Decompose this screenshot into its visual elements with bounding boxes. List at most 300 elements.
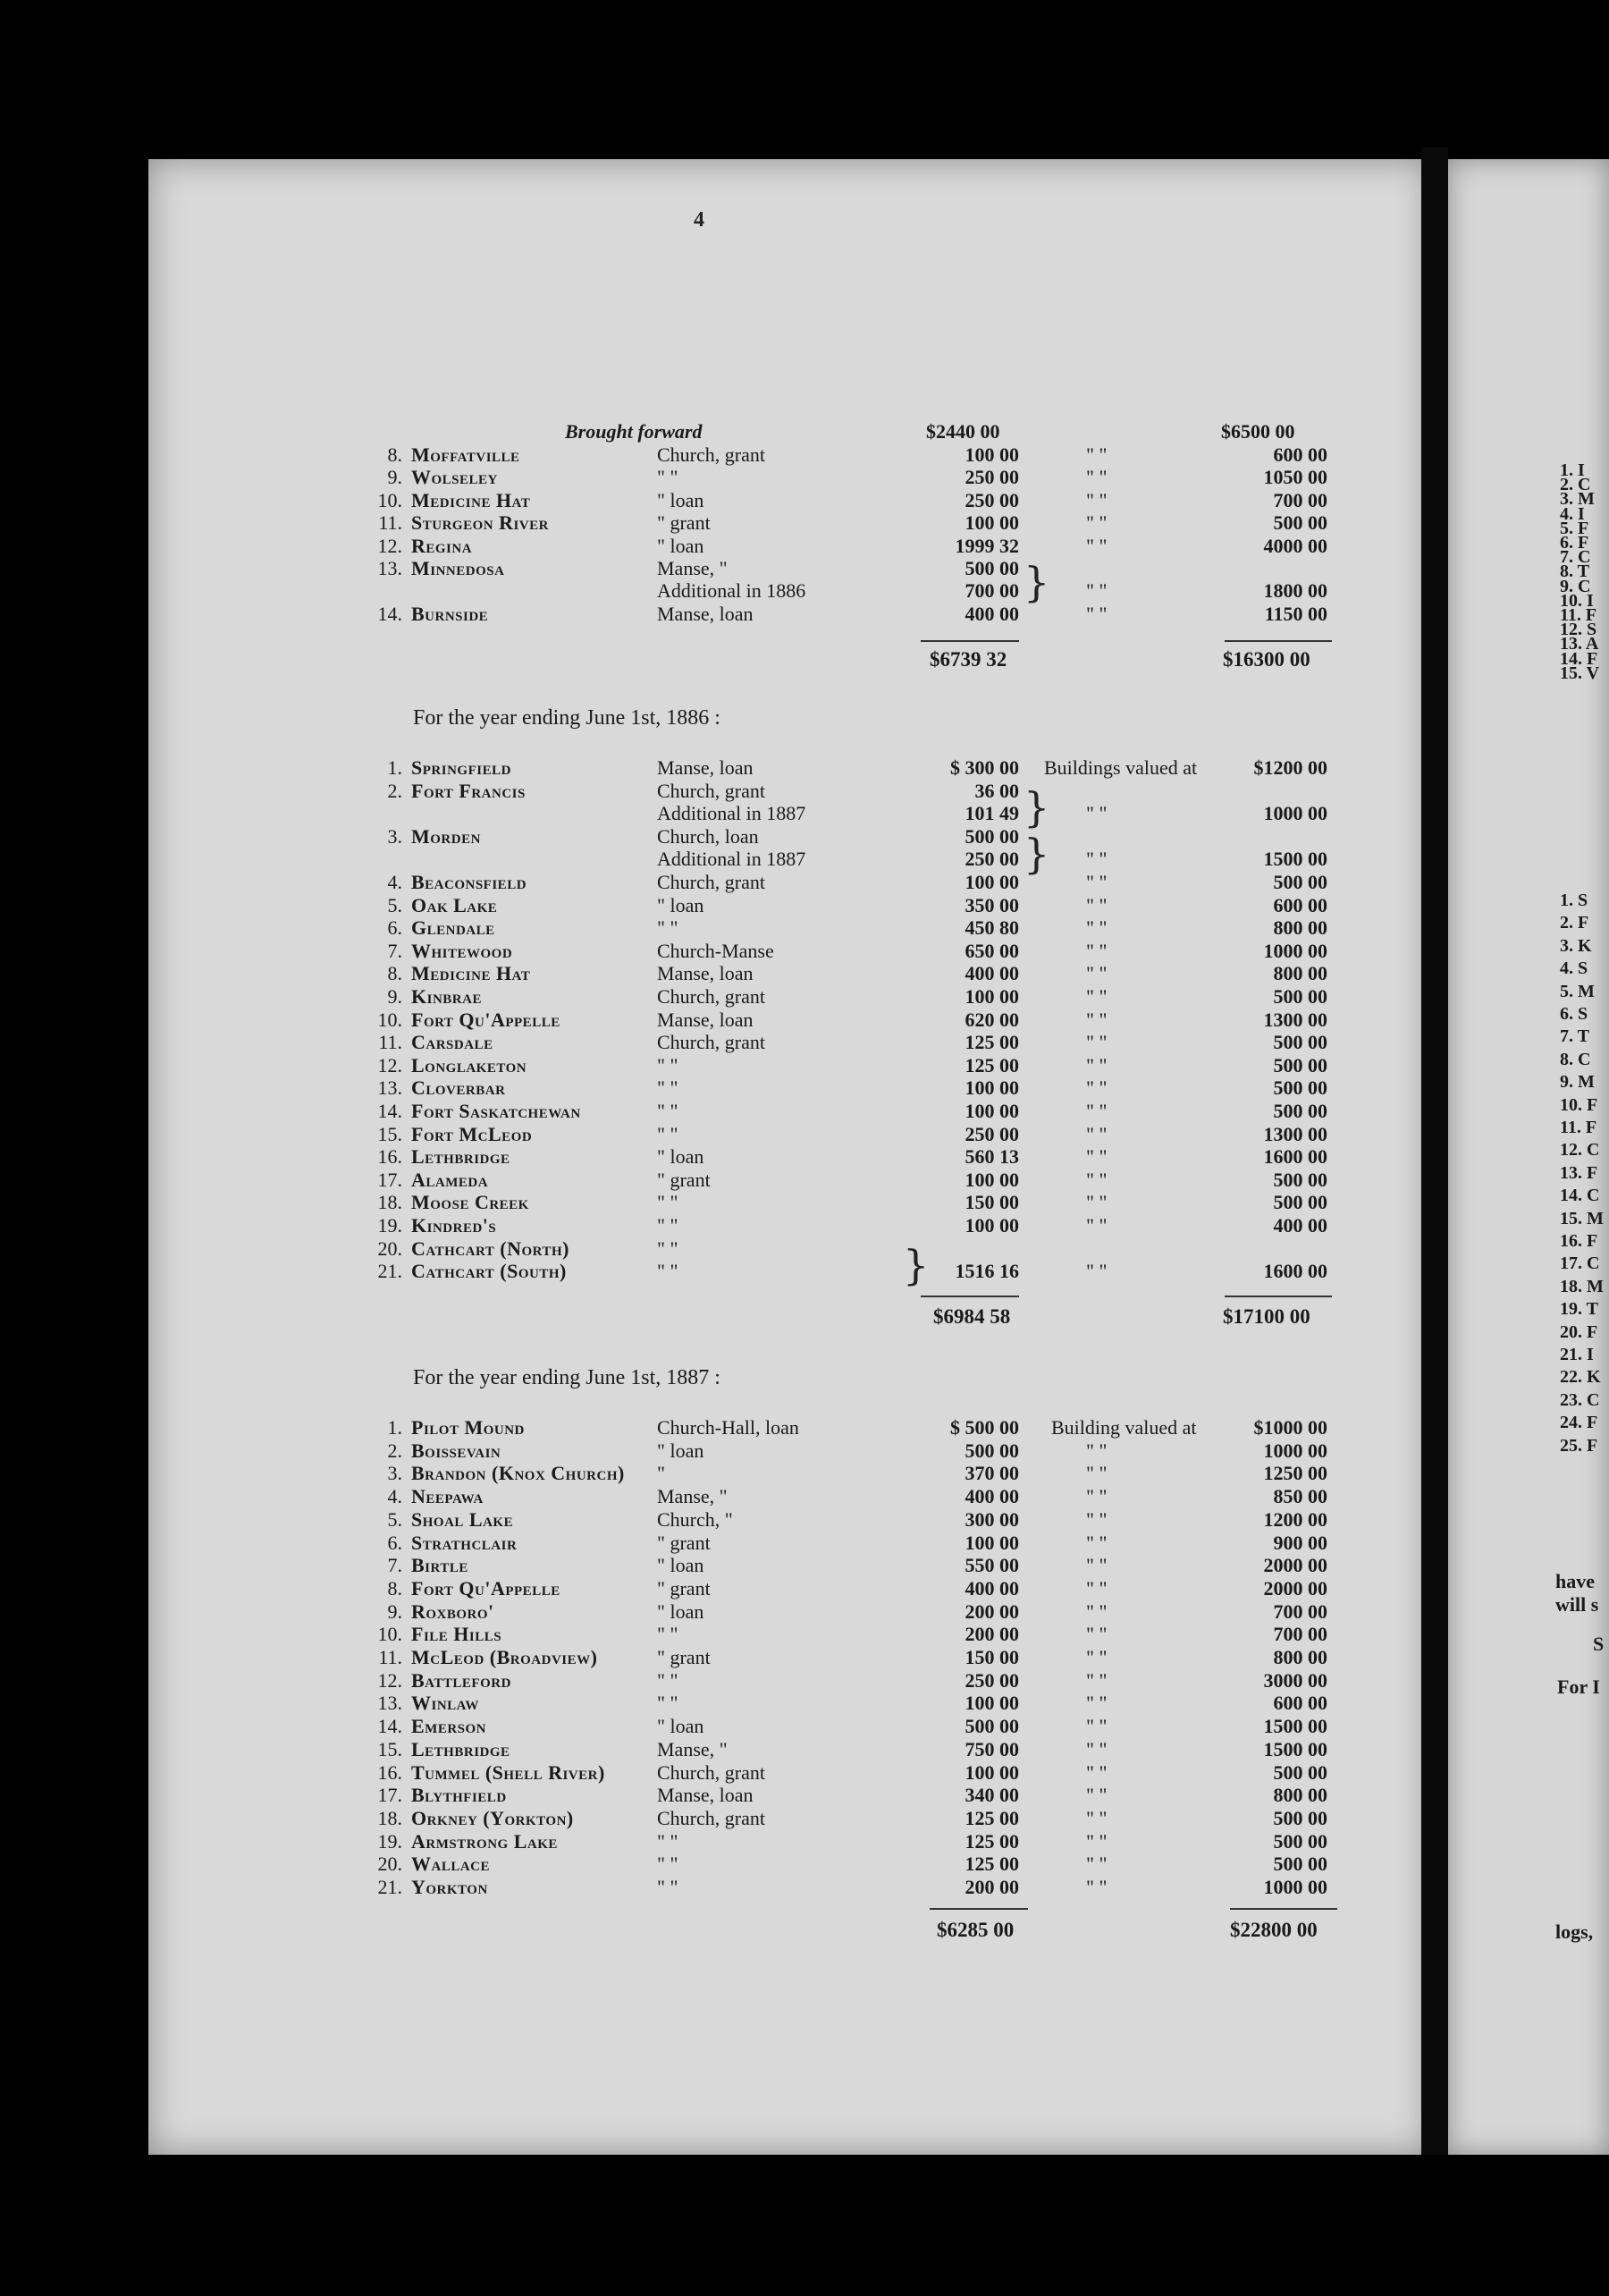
ledger-row — [0, 1577, 1430, 1600]
row-number: 10. — [377, 1008, 402, 1031]
row-number: 12. — [377, 1053, 402, 1076]
row-place-name: Fort Francis — [411, 779, 526, 802]
row-ditto: " " — [1086, 534, 1108, 557]
row-value: 1300 00 — [1263, 1122, 1327, 1145]
row-number: 18. — [377, 1191, 402, 1214]
row-value: 700 00 — [1273, 1623, 1327, 1646]
ledger-row — [0, 1853, 1430, 1876]
ledger-row — [0, 1508, 1430, 1532]
ledger-row — [0, 489, 1430, 512]
section-heading: For the year ending June 1st, 1887 : — [413, 1366, 720, 1389]
row-ditto: " " — [1086, 488, 1108, 511]
ledger-row — [0, 1646, 1430, 1669]
row-ditto: " " — [1086, 1168, 1108, 1191]
row-description: Church, grant — [657, 1806, 765, 1829]
row-value: 600 00 — [1273, 1692, 1327, 1715]
facing-list-item: 13. A — [1560, 634, 1599, 654]
row-description: " loan — [657, 1554, 704, 1577]
row-number: 19. — [377, 1214, 402, 1237]
row-ditto: " " — [1086, 1829, 1108, 1853]
row-description: " loan — [657, 1145, 704, 1169]
row-place-name: Lethbridge — [411, 1737, 510, 1760]
row-number: 15. — [377, 1122, 402, 1145]
row-amount: 250 00 — [965, 1122, 1019, 1145]
row-amount: 250 00 — [965, 466, 1019, 489]
facing-list-item: 3. K — [1560, 935, 1592, 956]
row-number: 4. — [387, 1485, 402, 1508]
row-value: 500 00 — [1273, 1760, 1327, 1784]
row-place-name: Brandon (Knox Church) — [411, 1462, 625, 1485]
row-value: 4000 00 — [1263, 534, 1327, 557]
row-ditto: " " — [1086, 579, 1108, 603]
row-number: 12. — [377, 1668, 402, 1692]
ledger-row — [0, 1260, 1430, 1283]
row-description: Additional in 1887 — [657, 802, 806, 825]
ledger-row — [0, 1761, 1430, 1785]
row-description: " grant — [657, 1531, 711, 1554]
facing-list-item: 2. C — [1560, 475, 1591, 495]
row-place-name: Fort McLeod — [411, 1122, 533, 1145]
row-number: 3. — [387, 824, 402, 848]
ledger-row — [0, 1214, 1430, 1237]
ledger-row — [0, 1807, 1430, 1830]
row-number: 6. — [387, 916, 402, 940]
row-ditto: " " — [1086, 602, 1108, 625]
row-number: 7. — [387, 939, 402, 962]
row-place-name: Burnside — [411, 602, 489, 625]
row-value: 1000 00 — [1263, 1876, 1327, 1898]
facing-list-item: 12. C — [1560, 1140, 1600, 1161]
ledger-row — [0, 916, 1430, 940]
ledger-row — [0, 557, 1430, 580]
row-place-name: Whitewood — [411, 939, 513, 962]
row-number: 1. — [387, 1416, 402, 1439]
row-place-name: Wallace — [411, 1853, 491, 1876]
ledger-row — [0, 756, 1430, 780]
row-place-name: Shoal Lake — [411, 1507, 514, 1531]
ledger-row — [0, 443, 1430, 467]
facing-list-item: 9. M — [1560, 1072, 1595, 1093]
row-description: " " — [657, 916, 678, 940]
row-value: 3000 00 — [1263, 1668, 1327, 1692]
row-amount: 500 00 — [965, 1715, 1019, 1738]
facing-list-item: 15. V — [1560, 663, 1600, 683]
row-value: $1200 00 — [1253, 756, 1327, 779]
row-description: " loan — [657, 1600, 704, 1623]
column-header: Buildings valued at — [1044, 756, 1198, 779]
row-ditto: " " — [1086, 1692, 1108, 1715]
ledger-row — [0, 871, 1430, 894]
row-amount: 150 00 — [965, 1646, 1019, 1668]
row-value: 1500 00 — [1263, 1715, 1327, 1738]
facing-list-item: 1. S — [1560, 891, 1588, 910]
row-number: 8. — [387, 962, 402, 985]
row-value: 400 00 — [1273, 1214, 1327, 1237]
row-ditto: " " — [1086, 1760, 1108, 1784]
facing-list-item: 7. C — [1560, 547, 1591, 568]
facing-list-item: 20. F — [1560, 1321, 1598, 1342]
row-number: 7. — [387, 1554, 402, 1577]
row-amount: 100 00 — [965, 443, 1019, 466]
row-place-name: Winlaw — [411, 1692, 479, 1715]
ledger-row — [0, 1191, 1430, 1214]
row-value: 500 00 — [1273, 1053, 1327, 1076]
ledger-row — [0, 1031, 1430, 1054]
row-place-name: Pilot Mound — [411, 1416, 525, 1439]
row-value: 800 00 — [1273, 1784, 1327, 1807]
ledger-row — [0, 1485, 1430, 1508]
row-description: " — [657, 1462, 665, 1485]
row-description: Manse, " — [657, 1737, 728, 1760]
row-value: 700 00 — [1273, 1600, 1327, 1623]
facing-list-item: 25. F — [1560, 1435, 1598, 1456]
ledger-row — [0, 825, 1430, 848]
row-amount: 125 00 — [965, 1806, 1019, 1829]
row-ditto: " " — [1086, 985, 1108, 1008]
row-value: 1600 00 — [1263, 1145, 1327, 1169]
row-amount: $ 500 00 — [950, 1416, 1019, 1439]
facing-list-item: 10. F — [1560, 1094, 1598, 1115]
row-number: 3. — [387, 1462, 402, 1485]
row-place-name: McLeod (Broadview) — [411, 1646, 598, 1668]
row-value: 500 00 — [1273, 511, 1327, 535]
facing-list-item: 8. C — [1560, 1049, 1591, 1069]
ledger-row — [0, 802, 1430, 825]
row-place-name: Regina — [411, 534, 473, 557]
row-description: Church, loan — [657, 824, 759, 848]
row-amount: 250 00 — [965, 1668, 1019, 1692]
section-heading: For the year ending June 1st, 1886 : — [413, 706, 720, 730]
ledger-row — [0, 1784, 1430, 1807]
row-number: 20. — [377, 1853, 402, 1876]
facing-text: S — [1593, 1633, 1605, 1655]
row-amount: 550 00 — [965, 1554, 1019, 1577]
ledger-row — [0, 894, 1430, 917]
row-ditto: " " — [1086, 1076, 1108, 1100]
row-number: 14. — [377, 1715, 402, 1738]
total-rule — [1225, 640, 1332, 642]
row-number: 15. — [377, 1737, 402, 1760]
row-amount: $ 300 00 — [950, 756, 1019, 779]
row-place-name: Battleford — [411, 1668, 511, 1692]
row-amount: 125 00 — [965, 1031, 1019, 1054]
row-value: 850 00 — [1273, 1485, 1327, 1508]
row-place-name: Morden — [411, 824, 481, 848]
facing-list-item: 5. F — [1560, 518, 1589, 538]
row-amount: 500 00 — [965, 1439, 1019, 1462]
row-description: " loan — [657, 1715, 704, 1738]
row-value: 700 00 — [1273, 488, 1327, 511]
total-rule — [930, 1908, 1028, 1910]
row-value: 2000 00 — [1263, 1554, 1327, 1577]
row-ditto: " " — [1086, 1853, 1108, 1876]
row-ditto: " " — [1086, 1576, 1108, 1600]
row-value: 2000 00 — [1263, 1576, 1327, 1600]
row-value: 600 00 — [1273, 443, 1327, 466]
row-amount: 100 00 — [965, 1692, 1019, 1715]
row-description: " " — [657, 1214, 678, 1237]
row-number: 5. — [387, 1507, 402, 1531]
row-place-name: Armstrong Lake — [411, 1829, 558, 1853]
row-amount: 400 00 — [965, 962, 1019, 985]
row-ditto: " " — [1086, 511, 1108, 535]
row-ditto: " " — [1086, 1668, 1108, 1692]
facing-list-item: 23. C — [1560, 1389, 1600, 1410]
row-description: " " — [657, 1829, 678, 1853]
row-value: 600 00 — [1273, 893, 1327, 916]
facing-list-item: 9. C — [1560, 576, 1591, 596]
row-description: " grant — [657, 1168, 711, 1191]
row-place-name: Cathcart (South) — [411, 1260, 567, 1283]
ledger-row — [0, 1100, 1430, 1123]
row-place-name: Sturgeon River — [411, 511, 549, 535]
row-amount: 100 00 — [965, 511, 1019, 535]
row-place-name: Birtle — [411, 1554, 468, 1577]
row-value: 1800 00 — [1263, 579, 1327, 603]
row-number: 4. — [387, 871, 402, 893]
facing-list-item: 7. T — [1560, 1026, 1589, 1047]
row-description: Church-Hall, loan — [657, 1416, 799, 1439]
row-amount: 100 00 — [965, 1760, 1019, 1784]
row-number: 20. — [377, 1237, 402, 1260]
row-description: Additional in 1886 — [657, 579, 806, 603]
total-rule — [1225, 1296, 1332, 1297]
row-value: 1250 00 — [1263, 1462, 1327, 1485]
row-value: 1000 00 — [1263, 939, 1327, 962]
row-amount: 500 00 — [965, 824, 1019, 848]
row-place-name: Fort Qu'Appelle — [411, 1008, 560, 1031]
row-description: Church, " — [657, 1507, 733, 1531]
facing-list-item: 4. I — [1560, 503, 1585, 524]
facing-list-item: 10. I — [1560, 590, 1594, 611]
ledger-row — [0, 1623, 1430, 1646]
row-description: " loan — [657, 488, 704, 511]
row-description: Manse, loan — [657, 962, 754, 985]
row-value: 500 00 — [1273, 1031, 1327, 1054]
row-place-name: Glendale — [411, 916, 495, 940]
ledger-row — [0, 1830, 1430, 1853]
row-amount: 340 00 — [965, 1784, 1019, 1807]
facing-list-item: 13. F — [1560, 1162, 1598, 1183]
facing-list-item: 5. M — [1560, 981, 1595, 1001]
row-amount: 1999 32 — [955, 534, 1019, 557]
row-amount: 350 00 — [965, 893, 1019, 916]
row-value: 500 00 — [1273, 985, 1327, 1008]
row-ditto: " " — [1086, 871, 1108, 893]
row-place-name: Moffatville — [411, 443, 520, 466]
row-number: 11. — [378, 1031, 402, 1054]
row-amount: 400 00 — [965, 602, 1019, 625]
ledger-row — [0, 1416, 1430, 1439]
row-amount: 400 00 — [965, 1576, 1019, 1600]
row-amount: 450 80 — [965, 916, 1019, 940]
facing-list-item: 3. M — [1560, 489, 1595, 510]
row-amount: 100 00 — [965, 985, 1019, 1008]
row-value: 500 00 — [1273, 1168, 1327, 1191]
row-ditto: " " — [1086, 1876, 1108, 1898]
facing-list-item: 8. T — [1560, 561, 1589, 582]
row-description: " " — [657, 1076, 678, 1100]
row-number: 16. — [377, 1760, 402, 1784]
row-place-name: Longlaketon — [411, 1053, 527, 1076]
row-ditto: " " — [1086, 939, 1108, 962]
total-rule — [1230, 1908, 1337, 1910]
row-ditto: " " — [1086, 1507, 1108, 1531]
row-description: Manse, " — [657, 557, 728, 579]
row-description: Additional in 1887 — [657, 848, 806, 871]
row-amount: 100 00 — [965, 871, 1019, 893]
row-number: 9. — [387, 985, 402, 1008]
row-place-name: Fort Qu'Appelle — [411, 1576, 560, 1600]
row-description: " " — [657, 1692, 678, 1715]
row-value: 1500 00 — [1263, 1737, 1327, 1760]
facing-list-item: 15. M — [1560, 1208, 1604, 1228]
row-ditto: " " — [1086, 1122, 1108, 1145]
row-ditto: " " — [1086, 1191, 1108, 1214]
row-amount: 100 00 — [965, 1531, 1019, 1554]
row-ditto: " " — [1086, 802, 1108, 825]
row-place-name: Kinbrae — [411, 985, 482, 1008]
row-description: Manse, loan — [657, 602, 754, 625]
ledger-row — [0, 1600, 1430, 1624]
row-number: 9. — [387, 1600, 402, 1623]
row-number: 19. — [377, 1829, 402, 1853]
row-number: 2. — [387, 1439, 402, 1462]
row-amount: 650 00 — [965, 939, 1019, 962]
row-number: 13. — [377, 557, 402, 579]
row-number: 14. — [377, 602, 402, 625]
row-place-name: Alameda — [411, 1168, 489, 1191]
ledger-row — [0, 1076, 1430, 1100]
row-description: " loan — [657, 534, 704, 557]
row-description: " " — [657, 1122, 678, 1145]
ledger-row — [0, 1692, 1430, 1715]
facing-list-item: 4. S — [1560, 958, 1588, 979]
row-amount: 100 00 — [965, 1076, 1019, 1100]
row-amount: 125 00 — [965, 1829, 1019, 1853]
section1-total-amount: $6739 32 — [930, 648, 1007, 671]
row-description: " " — [657, 1100, 678, 1122]
row-amount: 125 00 — [965, 1053, 1019, 1076]
row-amount: 200 00 — [965, 1623, 1019, 1646]
brought-forward-value: $6500 00 — [1221, 420, 1295, 443]
row-number: 17. — [377, 1784, 402, 1807]
row-place-name: Tummel (Shell River) — [411, 1760, 605, 1784]
row-place-name: Beaconsfield — [411, 871, 527, 893]
row-number: 21. — [377, 1260, 402, 1283]
column-header: Building valued at — [1051, 1416, 1197, 1439]
row-amount: 36 00 — [974, 779, 1019, 802]
row-number: 8. — [387, 443, 402, 466]
facing-list-item: 18. M — [1560, 1276, 1604, 1296]
total-rule — [921, 640, 1019, 642]
row-description: " " — [657, 1623, 678, 1646]
row-number: 6. — [387, 1531, 402, 1554]
row-ditto: " " — [1086, 1031, 1108, 1054]
row-number: 5. — [387, 893, 402, 916]
ledger-row — [0, 579, 1430, 603]
facing-text: logs, — [1555, 1920, 1594, 1943]
row-description: Church, grant — [657, 871, 765, 893]
row-place-name: Neepawa — [411, 1485, 484, 1508]
page-number: 4 — [694, 208, 704, 232]
ledger-row — [0, 1532, 1430, 1555]
row-place-name: Yorkton — [411, 1876, 488, 1898]
facing-list-item: 11. F — [1560, 1118, 1597, 1137]
row-place-name: Orkney (Yorkton) — [411, 1806, 574, 1829]
row-ditto: " " — [1086, 1623, 1108, 1646]
row-value: 800 00 — [1273, 916, 1327, 940]
row-description: " " — [657, 1876, 678, 1898]
section2-total-value: $17100 00 — [1223, 1305, 1310, 1328]
row-number: 9. — [387, 466, 402, 489]
row-place-name: Carsdale — [411, 1031, 493, 1054]
row-description: " " — [657, 466, 678, 489]
facing-text: For I — [1557, 1676, 1600, 1698]
row-place-name: Emerson — [411, 1715, 487, 1738]
row-number: 12. — [377, 534, 402, 557]
ledger-row — [0, 1876, 1430, 1899]
row-ditto: " " — [1086, 1053, 1108, 1076]
ledger-row — [0, 466, 1430, 489]
section2-total-amount: $6984 58 — [933, 1305, 1011, 1328]
row-value: 500 00 — [1273, 871, 1327, 893]
row-amount: 101 49 — [965, 802, 1019, 825]
row-description: Church-Manse — [657, 939, 774, 962]
facing-list-item: 1. I — [1560, 460, 1585, 480]
row-value: 800 00 — [1273, 962, 1327, 985]
row-description: " grant — [657, 1576, 711, 1600]
facing-list-item: 22. K — [1560, 1367, 1601, 1388]
section3-total-value: $22800 00 — [1230, 1919, 1318, 1941]
brace: } — [903, 1241, 930, 1289]
brought-forward-amount: $2440 00 — [926, 420, 1000, 443]
row-description: " grant — [657, 511, 711, 535]
facing-list-item: 19. T — [1560, 1299, 1598, 1320]
row-description: " " — [657, 1668, 678, 1692]
row-description: " " — [657, 1260, 678, 1283]
row-amount: 300 00 — [965, 1507, 1019, 1531]
facing-text: have — [1555, 1570, 1595, 1592]
row-value: 800 00 — [1273, 1646, 1327, 1668]
section3-total-amount: $6285 00 — [937, 1919, 1015, 1941]
row-ditto: " " — [1086, 1260, 1108, 1283]
ledger-row — [0, 848, 1430, 871]
row-place-name: Cathcart (North) — [411, 1237, 569, 1260]
row-place-name: Lethbridge — [411, 1145, 510, 1169]
row-place-name: Boissevain — [411, 1439, 501, 1462]
row-number: 11. — [378, 1646, 402, 1668]
row-description: " grant — [657, 1646, 711, 1668]
row-ditto: " " — [1086, 1145, 1108, 1169]
row-description: Church, grant — [657, 1031, 765, 1054]
ledger-row — [0, 780, 1430, 803]
ledger-row — [0, 962, 1430, 985]
row-place-name: Strathclair — [411, 1531, 518, 1554]
row-value: 1150 00 — [1264, 602, 1327, 625]
ledger-row — [0, 1009, 1430, 1032]
row-place-name: Blythfield — [411, 1784, 507, 1807]
row-ditto: " " — [1086, 916, 1108, 940]
row-number: 18. — [377, 1806, 402, 1829]
row-description: Church, grant — [657, 779, 765, 802]
row-place-name: Roxboro' — [411, 1600, 494, 1623]
row-ditto: " " — [1086, 1008, 1108, 1031]
row-amount: 100 00 — [965, 1168, 1019, 1191]
row-amount: 370 00 — [965, 1462, 1019, 1485]
section1-total-value: $16300 00 — [1223, 648, 1310, 671]
row-description: " " — [657, 1053, 678, 1076]
